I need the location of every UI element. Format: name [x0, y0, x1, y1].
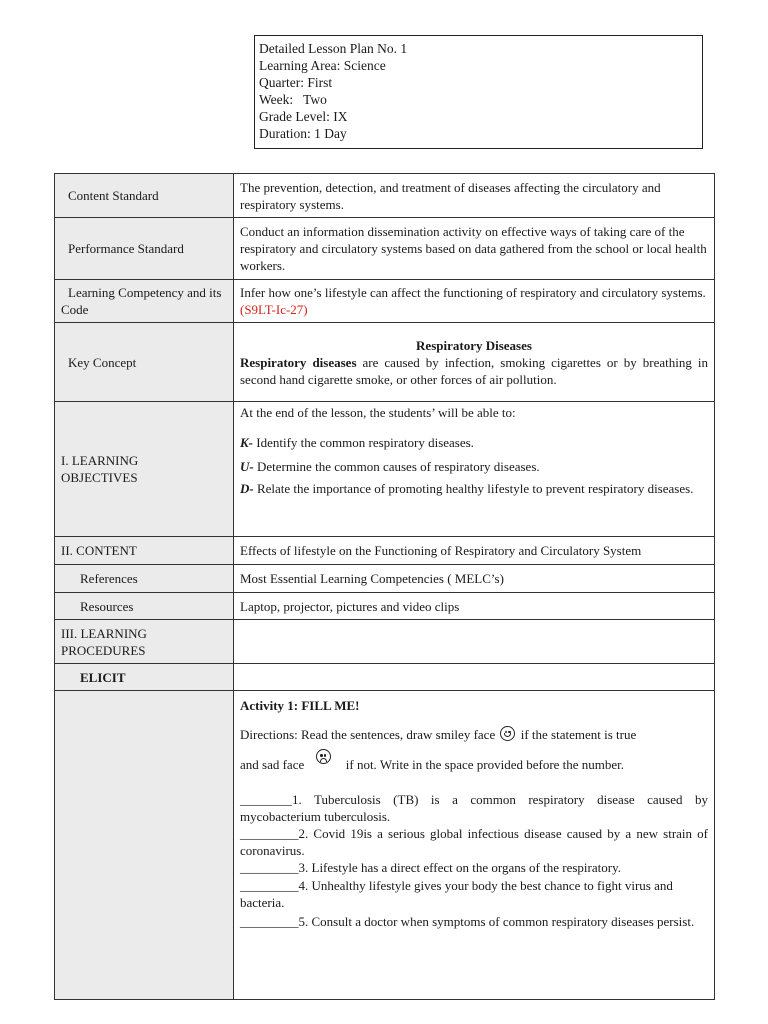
- table-row: [55, 664, 715, 691]
- table-row: [55, 402, 715, 537]
- resources-label: Resources: [55, 593, 234, 620]
- activity-item-2: _________2. Covid 19is a serious global infectious disease caused by a new strain of coronavirus.: [240, 826, 708, 859]
- objective-u: U- Determine the common causes of respiratory diseases.: [240, 459, 540, 474]
- lesson-header-box: [254, 35, 703, 149]
- grade-level: Grade Level: IX: [259, 109, 348, 124]
- objective-d: D- Relate the importance of promoting healthy lifestyle to prevent respiratory diseases.: [240, 481, 694, 496]
- key-concept-body: are caused by infection, smoking cigarettes or by breathing in second hand cigarette smoke, or other forces of air pollution.: [240, 354, 708, 387]
- activity-item-1: ________1. Tuberculosis (TB) is a common respiratory disease caused by mycobacterium tuberculosis.: [240, 792, 708, 825]
- table-row: [55, 593, 715, 620]
- activity-item-5: _________5. Consult a doctor when symptoms of common respiratory diseases persist.: [240, 914, 695, 930]
- table-row: [55, 565, 715, 593]
- directions-text-3: and sad face: [240, 756, 305, 772]
- learning-objectives-label-text: I. LEARNING OBJECTIVES: [61, 453, 139, 485]
- learning-competency-label: Learning Competency and its Code: [55, 280, 234, 323]
- directions-text-4: if not. Write in the space provided before the number.: [345, 756, 625, 772]
- activity-item-4: _________4. Unhealthy lifestyle gives your body the best chance to fight virus and: [240, 878, 673, 894]
- content-label: II. CONTENT: [55, 537, 234, 565]
- performance-standard-label: Performance Standard: [55, 218, 234, 280]
- learning-procedures-value: [234, 620, 715, 664]
- lesson-plan-table: [54, 173, 715, 1000]
- activity-item-4-cont: bacteria.: [240, 895, 285, 911]
- table-row: [55, 620, 715, 664]
- objective-k: K- Identify the common respiratory diseases.: [240, 435, 474, 450]
- learning-competency-value: [234, 280, 715, 323]
- table-row: [55, 323, 715, 402]
- competency-code: (S9LT-Ic-27): [240, 302, 308, 317]
- key-concept-term: Respiratory diseases: [240, 354, 357, 370]
- learning-objectives-label: [55, 402, 234, 537]
- learning-objectives-value: [234, 402, 715, 537]
- content-standard-value: The prevention, detection, and treatment of diseases affecting the circulatory and respiratory systems.: [234, 174, 715, 218]
- activity-directions-line1: [240, 726, 708, 744]
- resources-value: Laptop, projector, pictures and video clips: [234, 593, 715, 620]
- key-concept-label: Key Concept: [55, 323, 234, 402]
- elicit-label: ELICIT: [55, 664, 234, 691]
- objectives-intro: At the end of the lesson, the students’ will be able to:: [240, 405, 516, 420]
- week: Week: Two: [259, 92, 327, 107]
- duration: Duration: 1 Day: [259, 126, 347, 141]
- table-row: [55, 280, 715, 323]
- activity-directions-line2: [240, 756, 708, 774]
- activity-item-3: _________3. Lifestyle has a direct effect on the organs of the respiratory.: [240, 860, 621, 876]
- directions-text-2: if the statement is true: [520, 727, 637, 742]
- activity-label-cell: [55, 691, 234, 1000]
- lesson-plan-number: Detailed Lesson Plan No. 1: [259, 41, 408, 56]
- content-value: Effects of lifestyle on the Functioning of Respiratory and Circulatory System: [234, 537, 715, 565]
- key-concept-text: [240, 354, 708, 388]
- smiley-face-icon: [500, 726, 515, 741]
- key-concept-value: [234, 323, 715, 402]
- table-row: [55, 174, 715, 218]
- learning-procedures-label: [55, 620, 234, 664]
- table-row: [55, 218, 715, 280]
- elicit-value: [234, 664, 715, 691]
- performance-standard-value: Conduct an information dissemination activity on effective ways of taking care of the respiratory and circulatory systems based on data gathered from the school or local health workers.: [234, 218, 715, 280]
- key-concept-heading: Respiratory Diseases: [416, 337, 532, 353]
- table-row: [55, 691, 715, 1000]
- table-row: [55, 537, 715, 565]
- activity-cell: [234, 691, 715, 1000]
- activity-title: Activity 1: FILL ME!: [240, 698, 360, 713]
- quarter: Quarter: First: [259, 75, 333, 90]
- directions-text-1: Directions: Read the sentences, draw smiley face: [240, 727, 496, 742]
- sad-face-icon: [316, 749, 331, 764]
- content-standard-label: Content Standard: [55, 174, 234, 218]
- learning-area: Learning Area: Science: [259, 58, 386, 73]
- learning-procedures-label-text: III. LEARNING PROCEDURES: [61, 625, 147, 658]
- learning-competency-text: Infer how one’s lifestyle can affect the functioning of respiratory and circulatory systems.: [240, 285, 706, 300]
- references-value: Most Essential Learning Competencies ( MELC’s): [234, 565, 715, 593]
- references-label: References: [55, 565, 234, 593]
